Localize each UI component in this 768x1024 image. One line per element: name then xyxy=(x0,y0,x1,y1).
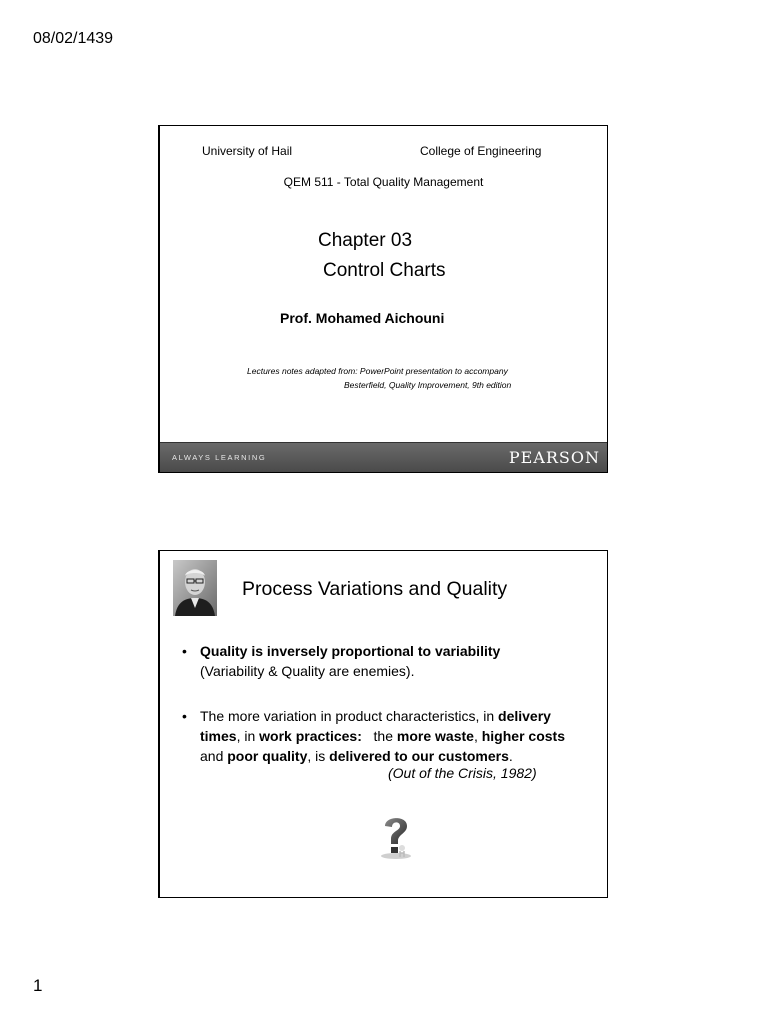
question-mark-icon xyxy=(378,813,414,859)
quote-attribution: (Out of the Crisis, 1982) xyxy=(388,765,537,781)
bullet-bold-text: delivery times xyxy=(200,708,555,744)
page-date: 08/02/1439 xyxy=(33,30,114,47)
pearson-logo: PEARSON xyxy=(508,448,600,467)
bullet-bold-text: poor quality xyxy=(227,748,308,764)
bullet-text: , in xyxy=(236,728,260,744)
bullet-bold-text: more waste xyxy=(396,728,474,744)
bullet-bold-text: delivered to our customers xyxy=(329,748,509,764)
bullet-bold-text: higher costs xyxy=(481,728,565,744)
bullet-text: the xyxy=(361,728,397,744)
bullet-text: The more variation in product characteristics, in xyxy=(200,708,499,724)
chapter-number: Chapter 03 xyxy=(318,230,413,251)
bullet-text: and xyxy=(200,728,569,764)
slide-heading: Process Variations and Quality xyxy=(242,578,508,600)
publisher-footer xyxy=(160,442,607,472)
professor-name: Prof. Mohamed Aichouni xyxy=(280,310,445,326)
chapter-subject: Control Charts xyxy=(323,260,446,281)
slide-title xyxy=(158,125,608,473)
bullet-dot: • xyxy=(182,643,187,659)
bullet-bold-text: Quality is inversely proportional to variability xyxy=(200,643,501,659)
source-note-line2: Besterfield, Quality Improvement, 9th edition xyxy=(344,380,512,390)
footer-tagline: ALWAYS LEARNING xyxy=(172,453,267,462)
bullet-dot: • xyxy=(182,708,187,724)
source-note-line1: Lectures notes adapted from: PowerPoint presentation to accompany xyxy=(247,366,508,376)
university-name: University of Hail xyxy=(202,144,293,158)
bullet-text: . xyxy=(508,748,513,764)
bullet-bold-text: work practices: xyxy=(259,728,362,744)
course-title: QEM 511 - Total Quality Management xyxy=(283,175,484,189)
bullet-text: , is xyxy=(307,748,330,764)
page-number: 1 xyxy=(33,976,43,995)
bullet-text: , xyxy=(473,728,482,744)
slide-process-variations xyxy=(158,550,608,898)
bullet-text: (Variability & Quality are enemies). xyxy=(200,663,415,679)
college-name: College of Engineering xyxy=(420,144,542,158)
person-portrait-icon xyxy=(173,560,217,616)
